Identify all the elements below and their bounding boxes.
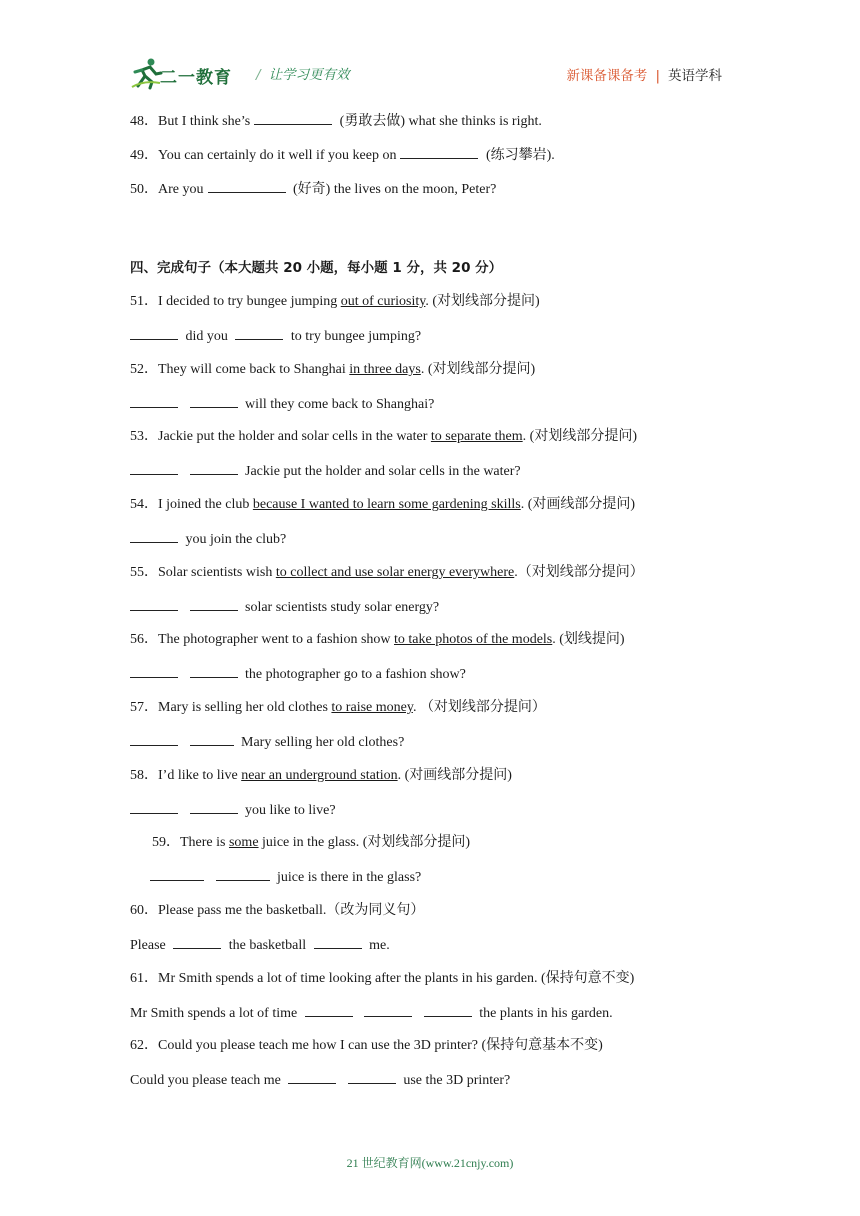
answer-62 — [130, 1071, 510, 1090]
answer-text: you join the club? — [185, 532, 287, 547]
underlined-text: because I wanted to learn some gardening skills — [252, 497, 521, 512]
answer-61 — [130, 1004, 613, 1023]
question-number: 59． — [152, 835, 180, 850]
question-number: 60． — [130, 903, 158, 918]
answer-text: did you — [185, 329, 228, 344]
answer-blank[interactable] — [130, 395, 178, 408]
question-text: They will come back to Shanghai — [158, 362, 350, 377]
question-51 — [130, 293, 540, 311]
header-separator: | — [655, 68, 660, 84]
answer-text: Could you please teach me — [130, 1073, 281, 1088]
question-text: But I think she’s — [158, 114, 251, 129]
answer-57 — [130, 733, 404, 752]
question-hint: . (对画线部分提问) — [520, 497, 636, 512]
answer-56 — [130, 665, 466, 684]
question-hint: . (对划线部分提问) — [425, 294, 540, 309]
underlined-text: in three days — [349, 362, 421, 377]
answer-blank[interactable] — [216, 868, 270, 881]
question-52 — [130, 361, 535, 379]
answer-text: the photographer go to a fashion show? — [245, 667, 466, 682]
answer-blank[interactable] — [130, 801, 178, 814]
question-number: 53． — [130, 429, 158, 444]
answer-blank[interactable] — [130, 733, 178, 746]
answer-blank[interactable] — [348, 1071, 396, 1084]
underlined-text: near an underground station — [241, 768, 398, 783]
question-hint: . (对划线部分提问) — [522, 429, 637, 444]
question-number: 58． — [130, 768, 158, 783]
underlined-text: out of curiosity — [340, 294, 426, 309]
answer-blank[interactable] — [130, 530, 178, 543]
underlined-text: to collect and use solar energy everywhere — [275, 565, 515, 580]
question-text: Are you — [158, 182, 204, 197]
question-53 — [130, 428, 637, 446]
answer-text: to try bungee jumping? — [290, 329, 422, 344]
question-number: 56． — [130, 632, 158, 647]
question-57 — [130, 699, 546, 717]
question-hint: (勇敢去做) what she thinks is right. — [339, 114, 542, 129]
question-text: Could you please teach me how I can use the 3D printer? (保持句意基本不变) — [158, 1038, 603, 1053]
question-48 — [130, 112, 542, 131]
answer-blank[interactable] — [173, 936, 221, 949]
question-text: There is — [180, 835, 229, 850]
question-number: 62． — [130, 1038, 158, 1053]
question-62 — [130, 1037, 603, 1055]
question-text: Mary is selling her old clothes — [158, 700, 332, 715]
question-55 — [130, 564, 644, 582]
answer-blank[interactable] — [190, 665, 238, 678]
question-number: 55． — [130, 565, 158, 580]
question-text: I’d like to live — [158, 768, 242, 783]
answer-text: Please — [130, 938, 166, 953]
answer-text: will they come back to Shanghai? — [245, 397, 435, 412]
question-hint: . (划线提问) — [552, 632, 625, 647]
question-number: 49． — [130, 148, 158, 163]
question-text: Solar scientists wish — [158, 565, 276, 580]
answer-blank[interactable] — [130, 327, 178, 340]
answer-53 — [130, 462, 521, 481]
answer-text: the basketball — [228, 938, 307, 953]
answer-60 — [130, 936, 390, 955]
question-50 — [130, 180, 496, 199]
question-58 — [130, 767, 512, 785]
slogan: / 让学习更有效 — [256, 67, 350, 83]
answer-text: use the 3D printer? — [403, 1073, 511, 1088]
answer-blank[interactable] — [288, 1071, 336, 1084]
section-title: 四、完成句子（本大题共 20 小题，每小题 1 分，共 20 分） — [130, 260, 503, 276]
answer-blank[interactable] — [190, 462, 238, 475]
answer-blank[interactable] — [130, 598, 178, 611]
answer-blank[interactable] — [190, 733, 234, 746]
answer-blank[interactable] — [254, 112, 332, 125]
question-56 — [130, 631, 625, 649]
underlined-text: some — [228, 835, 259, 850]
question-hint: .（对划线部分提问） — [514, 565, 644, 580]
logo-text: 二一教育 — [160, 68, 232, 88]
answer-blank[interactable] — [208, 180, 286, 193]
page-header — [130, 56, 730, 90]
answer-59 — [150, 868, 421, 887]
answer-blank[interactable] — [364, 1004, 412, 1017]
page-footer[interactable]: 21 世纪教育网(www.21cnjy.com) — [346, 1156, 514, 1170]
question-number: 51． — [130, 294, 158, 309]
answer-blank[interactable] — [314, 936, 362, 949]
header-course-label: 新课备课备考 — [566, 68, 648, 84]
question-text: The photographer went to a fashion show — [158, 632, 394, 647]
question-hint: . （对划线部分提问） — [412, 700, 546, 715]
answer-blank[interactable] — [190, 395, 238, 408]
answer-55 — [130, 598, 439, 617]
question-number: 54． — [130, 497, 158, 512]
answer-blank[interactable] — [305, 1004, 353, 1017]
answer-blank[interactable] — [130, 665, 178, 678]
answer-text: juice is there in the glass? — [277, 870, 422, 885]
answer-58 — [130, 801, 336, 820]
question-hint: . (对画线部分提问) — [397, 768, 512, 783]
question-hint: . (对划线部分提问) — [420, 362, 536, 377]
question-59 — [152, 834, 470, 852]
answer-blank[interactable] — [190, 801, 238, 814]
question-54 — [130, 496, 635, 514]
question-text: I joined the club — [158, 497, 253, 512]
question-number: 48． — [130, 114, 158, 129]
answer-text: you like to live? — [245, 803, 336, 818]
header-subject — [566, 64, 722, 84]
runner-logo-icon — [130, 56, 164, 90]
slogan-text: 让学习更有效 — [268, 67, 350, 83]
answer-blank[interactable] — [130, 462, 178, 475]
question-49 — [130, 146, 555, 165]
underlined-text: to raise money — [331, 700, 413, 715]
answer-blank[interactable] — [400, 146, 478, 159]
answer-text: solar scientists study solar energy? — [245, 600, 440, 615]
question-text: I decided to try bungee jumping — [158, 294, 341, 309]
question-text: Mr Smith spends a lot of time looking after the plants in his garden. (保持句意不变) — [158, 971, 635, 986]
answer-text: Mr Smith spends a lot of time — [130, 1006, 298, 1021]
answer-text: Mary selling her old clothes? — [241, 735, 405, 750]
question-text: You can certainly do it well if you keep on — [158, 148, 397, 163]
underlined-text: to take photos of the models — [394, 632, 553, 647]
question-number: 61． — [130, 971, 158, 986]
header-subject-label: 英语学科 — [668, 68, 722, 84]
answer-blank[interactable] — [235, 327, 283, 340]
answer-54 — [130, 530, 286, 549]
question-hint: juice in the glass. (对划线部分提问) — [258, 835, 471, 850]
underlined-text: to separate them — [430, 429, 523, 444]
question-hint: (练习攀岩). — [485, 148, 555, 163]
question-number: 57． — [130, 700, 158, 715]
question-number: 50． — [130, 182, 158, 197]
answer-blank[interactable] — [150, 868, 204, 881]
question-61 — [130, 970, 634, 988]
answer-text: me. — [369, 938, 390, 953]
answer-blank[interactable] — [424, 1004, 472, 1017]
answer-text: Jackie put the holder and solar cells in the water? — [245, 464, 521, 479]
question-number: 52． — [130, 362, 158, 377]
question-60 — [130, 902, 424, 920]
logo — [130, 56, 245, 90]
question-text: Please pass me the basketball.（改为同义句） — [158, 903, 425, 918]
question-hint: (好奇) the lives on the moon, Peter? — [293, 182, 497, 197]
question-text: Jackie put the holder and solar cells in the water — [158, 429, 431, 444]
answer-51 — [130, 327, 421, 346]
answer-text: the plants in his garden. — [479, 1006, 613, 1021]
answer-52 — [130, 395, 434, 414]
answer-blank[interactable] — [190, 598, 238, 611]
